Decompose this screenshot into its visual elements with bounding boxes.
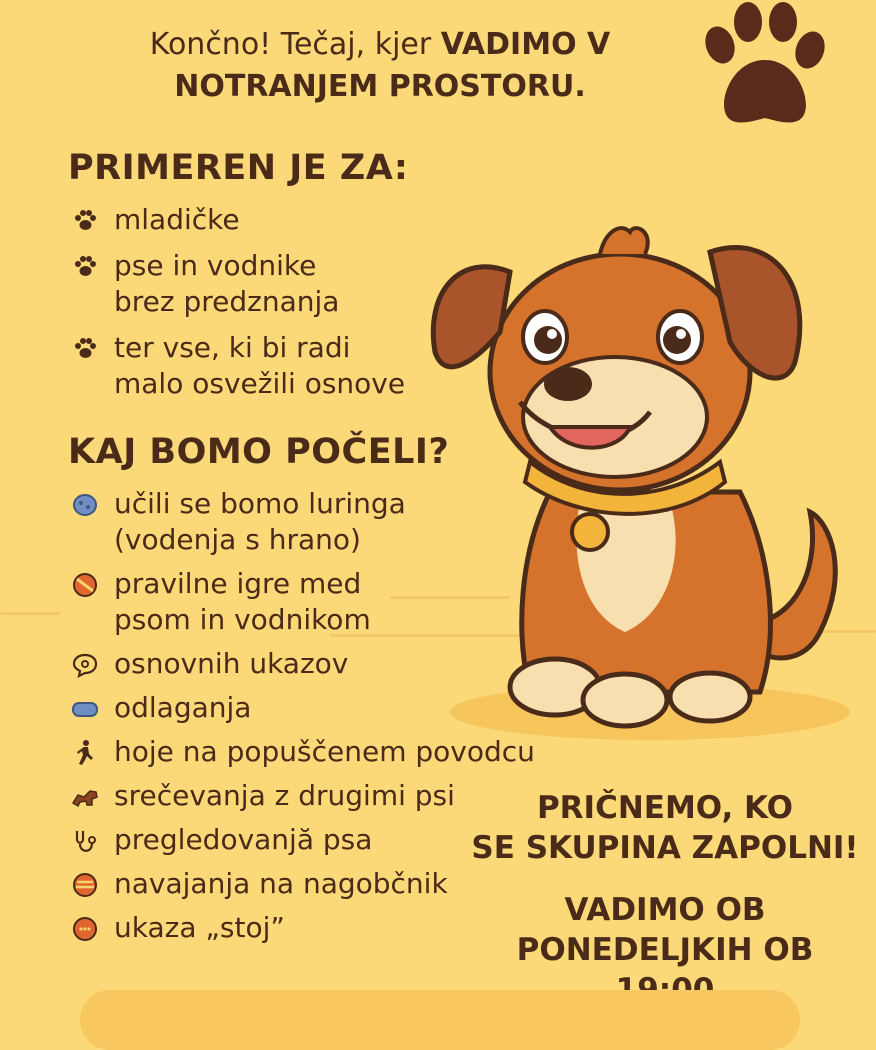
floor-line — [0, 612, 60, 615]
topics-heading: KAJ BOMO POČELI? — [68, 432, 450, 472]
topic-item — [70, 866, 448, 902]
target-icon — [70, 870, 100, 900]
start-line2: SE SKUPINA ZAPOLNI! — [471, 830, 859, 866]
topic-item-label: hoje na popuščenem povodcu — [114, 735, 535, 768]
stethoscope-icon — [70, 826, 100, 856]
topic-item — [70, 778, 455, 814]
suitable-item-label: mladičke — [114, 203, 240, 236]
topic-item-label: navajanja na nagobčnik — [114, 867, 448, 900]
dog-toy-icon — [70, 782, 100, 812]
footer-bar — [80, 990, 800, 1050]
topic-item-label: osnovnih ukazov — [114, 647, 349, 680]
header-line1-bold: VADIMO V — [440, 27, 611, 62]
paw-icon — [70, 334, 100, 364]
suitable-item-label: ter vse, ki bi radi malo osvežili osnove — [114, 331, 406, 400]
speech-bubble-icon — [70, 650, 100, 680]
paw-print-icon — [690, 0, 830, 135]
topic-item — [70, 646, 348, 682]
topic-item — [70, 566, 371, 638]
topic-item-label: učili se bomo luringa (vodenja s hrano) — [114, 487, 406, 556]
start-notice — [470, 788, 860, 868]
suitable-item — [70, 202, 240, 238]
mat-icon — [70, 694, 100, 724]
suitable-heading: PRIMEREN JE ZA: — [68, 148, 409, 188]
topic-item — [70, 486, 406, 558]
schedule-line1: VADIMO OB — [564, 892, 766, 928]
topic-item — [70, 690, 251, 726]
schedule-line2: PONEDELJKIH OB — [516, 932, 814, 968]
walking-person-icon — [70, 738, 100, 768]
header-title — [110, 24, 650, 108]
topic-item — [70, 822, 372, 858]
suitable-item — [70, 330, 405, 402]
suitable-item — [70, 248, 339, 320]
paw-icon — [70, 206, 100, 236]
topic-item-label: ukaza „stoj” — [114, 911, 285, 944]
topic-item-label: odlaganja — [114, 691, 252, 724]
treat-icon — [70, 490, 100, 520]
stop-button-icon — [70, 914, 100, 944]
puppy-illustration — [420, 192, 860, 752]
topic-item — [70, 910, 285, 946]
header-line1-normal: Končno! Tečaj, kjer — [149, 27, 441, 62]
paw-icon — [70, 252, 100, 282]
ball-icon — [70, 570, 100, 600]
topic-item-label: pregledovanjă psa — [114, 823, 373, 856]
suitable-item-label: pse in vodnike brez predznanja — [114, 249, 340, 318]
start-line1: PRIČNEMO, KO — [536, 790, 794, 826]
topic-item-label: pravilne igre med psom in vodnikom — [114, 567, 371, 636]
header-line2-bold: NOTRANJEM PROSTORU. — [174, 69, 586, 104]
topic-item-label: srečevanja z drugimi psi — [114, 779, 455, 812]
